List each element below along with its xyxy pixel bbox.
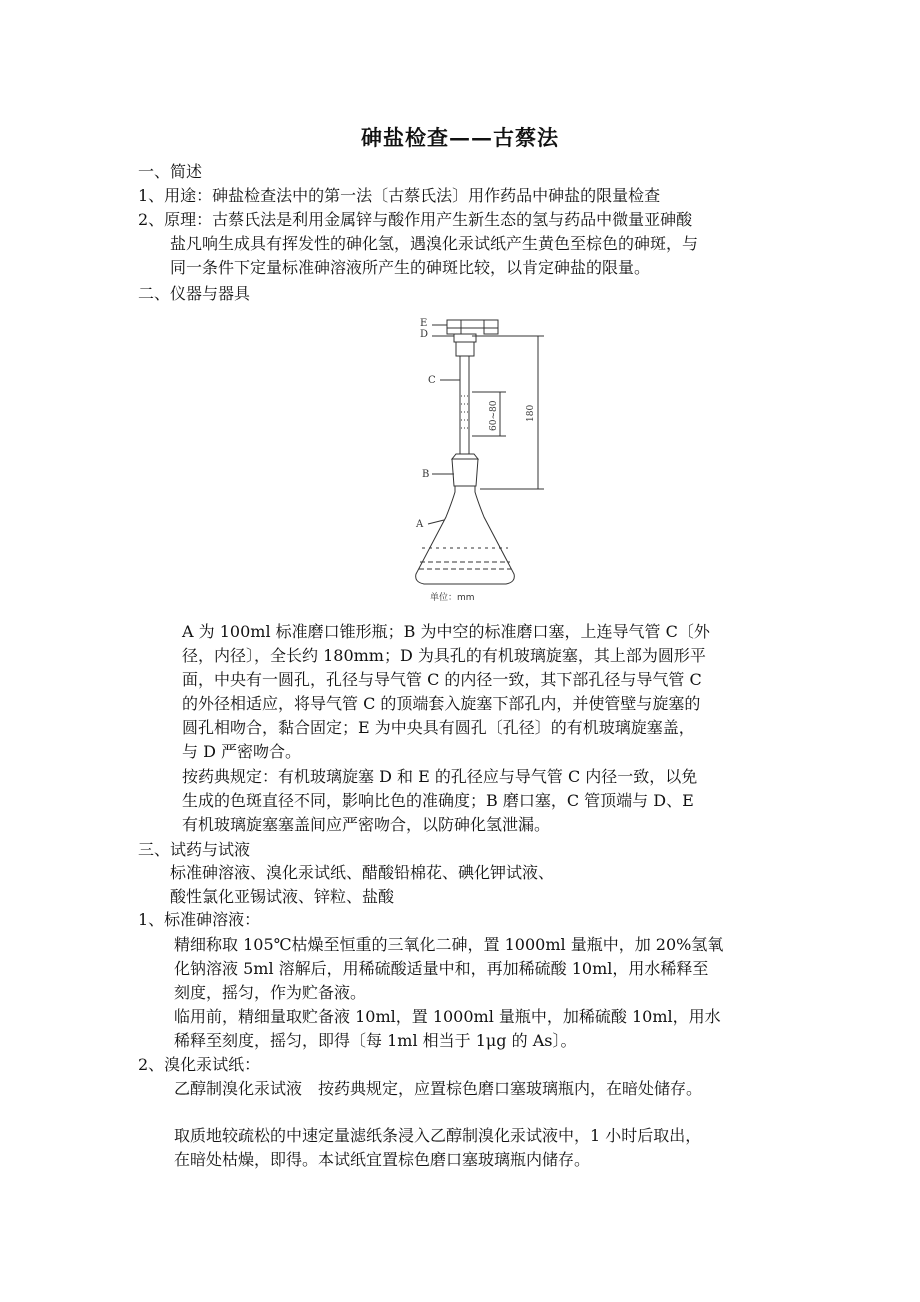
desc-line-2: 径，内径〕，全长约 180mm；D 为具孔的有机玻璃旋塞，其上部为圆形平	[182, 646, 706, 665]
desc-line-1: A 为 100ml 标准磨口锥形瓶；B 为中空的标准磨口塞，上连导气管 C〔外	[182, 622, 710, 641]
item-1-para1-line-1: 精细称取 105℃枯燥至恒重的三氧化二砷，置 1000ml 量瓶中，加 20%氢氧	[174, 935, 724, 954]
label-a: A	[416, 519, 424, 530]
stopper-d-neck	[456, 342, 474, 356]
label-b: B	[422, 469, 430, 480]
cap-e-left	[447, 320, 461, 334]
unit-caption: 单位：mm	[430, 593, 475, 603]
principle-line-1: 2、原理：古蔡氏法是利用金属锌与酸作用产生新生态的氢与药品中微量亚砷酸	[138, 210, 693, 229]
dim-inner-label: 60~80	[489, 400, 499, 431]
rule-line-3: 有机玻璃旋塞塞盖间应严密吻合，以防砷化氢泄漏。	[182, 815, 551, 834]
desc-line-4: 的外径相适应，将导气管 C 的顶端套入旋塞下部孔内，并使管壁与旋塞的	[182, 694, 701, 713]
desc-line-5: 圆孔相吻合，黏合固定；E 为中央具有圆孔〔孔径〕的有机玻璃旋塞盖，	[182, 718, 695, 737]
item-1-para2-line-1: 临用前，精细量取贮备液 10ml，置 1000ml 量瓶中，加稀硫酸 10ml，用水	[174, 1007, 721, 1026]
section-1-heading: 一、简述	[138, 162, 203, 181]
dim-total-label: 180	[526, 404, 536, 422]
item-2-para1: 乙醇制溴化汞试液 按药典规定，应置棕色磨口塞玻璃瓶内，在暗处储存。	[174, 1079, 703, 1098]
section-2-heading: 二、仪器与器具	[138, 284, 251, 303]
item-1-para2-line-2: 稀释至刻度，摇匀，即得〔每 1ml 相当于 1μg 的 As〕。	[174, 1031, 577, 1050]
item-2-heading: 2、溴化汞试纸：	[138, 1055, 261, 1074]
label-e: E	[420, 318, 428, 329]
apparatus-diagram	[410, 312, 570, 604]
cap-e-right	[484, 320, 498, 334]
cap-e-top	[447, 320, 498, 328]
label-d: D	[420, 329, 429, 340]
item-1-para1-line-3: 刻度，摇匀，作为贮备液。	[174, 983, 367, 1002]
section-3-heading: 三、试药与试液	[138, 840, 251, 859]
desc-line-6: 与 D 严密吻合。	[182, 742, 302, 761]
leader-a	[428, 520, 444, 524]
item-1-heading: 1、标准砷溶液：	[138, 910, 261, 929]
rule-line-2: 生成的色斑直径不同，影响比色的准确度；B 磨口塞，C 管顶端与 D、E	[182, 791, 694, 810]
use-line: 1、用途：砷盐检查法中的第一法〔古蔡氏法〕用作药品中砷盐的限量检查	[138, 186, 661, 205]
label-c: C	[428, 375, 436, 386]
rule-line-1: 按药典规定：有机玻璃旋塞 D 和 E 的孔径应与导气管 C 内径一致，以免	[182, 767, 698, 786]
item-2-para2-line-2: 在暗处枯燥，即得。本试纸宜置棕色磨口塞玻璃瓶内储存。	[174, 1150, 591, 1169]
desc-line-3: 面，中央有一圆孔，孔径与导气管 C 的内径一致，其下部孔径与导气管 C	[182, 670, 702, 689]
principle-line-3: 同一条件下定量标准砷溶液所产生的砷斑比较，以肯定砷盐的限量。	[170, 258, 651, 277]
stopper-b-top	[452, 454, 478, 459]
page-title: 砷盐检查——古蔡法	[361, 125, 559, 150]
item-2-para2-line-1: 取质地较疏松的中速定量滤纸条浸入乙醇制溴化汞试液中，1 小时后取出，	[174, 1126, 702, 1145]
reagent-list-1: 标准砷溶液、溴化汞试纸、醋酸铅棉花、碘化钾试液、	[170, 863, 555, 882]
principle-line-2: 盐凡响生成具有挥发性的砷化氢，遇溴化汞试纸产生黄色至棕色的砷斑，与	[170, 234, 699, 253]
item-1-para1-line-2: 化钠溶液 5ml 溶解后，用稀硫酸适量中和，再加稀硫酸 10ml，用水稀释至	[174, 959, 709, 978]
reagent-list-2: 酸性氯化亚锡试液、锌粒、盐酸	[170, 887, 395, 906]
stopper-b-body	[452, 459, 478, 486]
stopper-d	[454, 334, 476, 342]
